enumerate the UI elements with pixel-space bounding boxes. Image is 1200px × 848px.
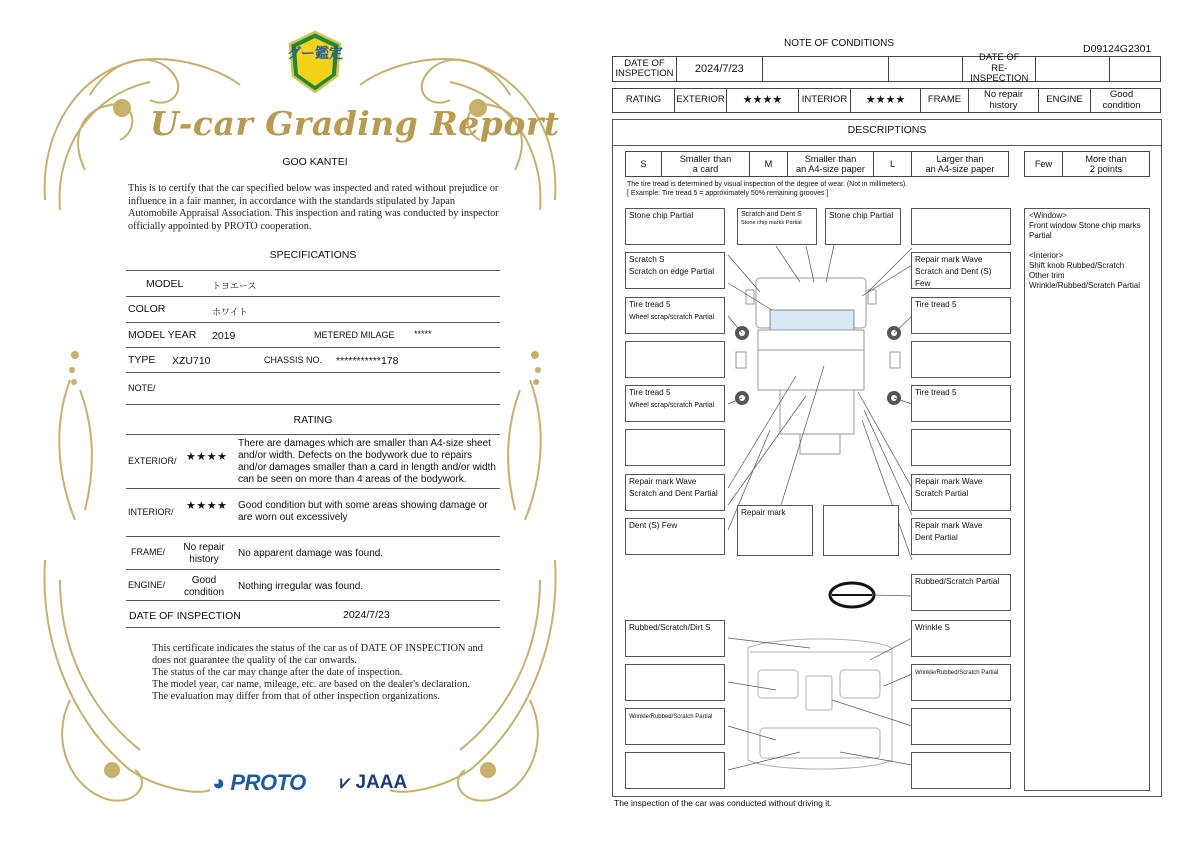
label-line-2: RE-INSPECTION [970, 62, 1029, 85]
condition-text: Stone chip marks Partial [741, 220, 802, 226]
condition-box [911, 252, 1011, 289]
condition-box [911, 341, 1011, 378]
condition-text: Stone chip Partial [629, 211, 694, 220]
interior-stars: ★★★★ [851, 89, 921, 112]
condition-text: Dent Partial [915, 533, 958, 542]
conditions-title: NOTE OF CONDITIONS [784, 38, 894, 49]
divider [126, 569, 500, 570]
frame-label: FRAME/ [131, 547, 166, 557]
condition-box [625, 518, 725, 555]
exterior-label: EXTERIOR [675, 89, 727, 112]
condition-text: Scratch and Dent (S) Few [915, 267, 992, 288]
legend-line: Smaller than [804, 153, 857, 164]
tire-note-line: The tire tread is determined by visual inspection of the degree of wear. (Not in millimeters). [627, 181, 908, 188]
mileage-value: ***** [414, 329, 432, 339]
window-text: Front window Stone chip marks Partial [1029, 221, 1141, 240]
legend-line: Smaller than [679, 153, 732, 164]
mirror-left [746, 290, 754, 304]
proto-mark-icon: ◕ [212, 770, 225, 795]
date-of-inspection-value: 2024/7/23 [343, 609, 390, 621]
condition-text: Rubbed/Scratch/Dirt S [629, 623, 711, 632]
condition-box [825, 208, 901, 245]
engine-description: Nothing irregular was found. [238, 581, 364, 592]
divider [126, 434, 500, 435]
interior-label: INTERIOR [799, 89, 851, 112]
condition-box [911, 708, 1011, 745]
condition-text: Repair mark [741, 508, 786, 517]
legend-m: M [750, 152, 788, 176]
frame-value [176, 542, 232, 565]
type-value: XZU710 [172, 355, 211, 367]
specifications-heading: SPECIFICATIONS [269, 249, 357, 261]
condition-box [911, 574, 1011, 611]
exterior-stars: ★★★★ [186, 451, 228, 463]
model-year-value: 2019 [212, 330, 236, 342]
frame-value-line-2: history [989, 99, 1018, 111]
descriptions-heading: DESCRIPTIONS [847, 124, 927, 136]
divider [126, 347, 500, 348]
engine-label: ENGINE [1039, 89, 1091, 112]
divider [126, 372, 500, 373]
interior-stars: ★★★★ [186, 500, 228, 512]
model-year-label: MODEL YEAR [128, 329, 197, 341]
condition-box [625, 708, 725, 745]
interior-label: INTERIOR/ [128, 507, 174, 517]
interior-heading: <Interior> [1029, 251, 1064, 260]
rating-label: RATING [613, 89, 675, 112]
condition-text: Scratch Partial [915, 489, 969, 498]
condition-text: Scratch on edge Partial [629, 267, 715, 276]
condition-box [625, 620, 725, 657]
condition-text: Wrinkle/Rubbed/Scratch Partial [915, 670, 999, 676]
condition-text: Scratch and Dent Partial [629, 489, 718, 498]
frame-description: No apparent damage was found. [238, 548, 384, 559]
jaaa-logo [340, 772, 407, 794]
cab-front [758, 330, 864, 350]
rear-bumper [800, 434, 840, 454]
condition-box [625, 385, 725, 422]
org-name: GOO KANTEI [282, 156, 348, 168]
footnote-line: This certificate indicates the status of the car as of DATE OF INSPECTION and does not guarantee the quality of the car onwards. [152, 643, 483, 666]
engine-value-line-2: condition [183, 586, 225, 598]
condition-text: Dent (S) Few [629, 521, 678, 530]
condition-box [625, 752, 725, 789]
frame-value-line-1: No repair [183, 542, 225, 553]
legend-s: S [626, 152, 662, 176]
mileage-label: METERED MILAGE [314, 330, 395, 340]
divider [126, 404, 500, 405]
interior-description: Good condition but with some areas showing damage or are worn out excessively [238, 500, 488, 523]
type-label: TYPE [128, 354, 156, 366]
divider [126, 322, 500, 323]
step-right [890, 352, 900, 368]
condition-text: Scratch and Dent S [741, 211, 802, 218]
legend-l: L [874, 152, 912, 176]
report-title: U-car Grading Report [150, 104, 560, 143]
condition-box [625, 664, 725, 701]
condition-text: Repair mark Wave [629, 477, 697, 486]
condition-box [737, 505, 813, 556]
condition-box [911, 208, 1011, 245]
frame-label: FRAME [921, 89, 969, 112]
legend-line: Larger than [936, 153, 984, 164]
condition-text: Tire tread 5 [915, 300, 957, 309]
legend-line: More than [1085, 153, 1127, 164]
condition-box [737, 208, 817, 245]
condition-box [625, 252, 725, 289]
certificate-footnote [152, 643, 492, 703]
condition-box [911, 474, 1011, 511]
exterior-stars: ★★★★ [727, 89, 799, 112]
model-label: MODEL [146, 278, 184, 290]
body-front [758, 350, 864, 390]
certification-statement: This is to certify that the car specified below was inspected and rated without prejudice or influence in a fair manner, in accordance with the standards stipulated by Japan Automobile Appraisal Association. This inspection and rating was conducted by inspector officially appointed by PROTO cooperation. [128, 183, 499, 232]
proto-logo [212, 770, 306, 796]
condition-box [911, 620, 1011, 657]
condition-text: Repair mark Wave [915, 521, 983, 530]
note-of-conditions [600, 0, 1200, 848]
condition-box [911, 664, 1011, 701]
condition-text: Repair mark Wave [915, 477, 983, 486]
engine-label: ENGINE/ [128, 580, 166, 590]
exterior-label: EXTERIOR/ [128, 456, 177, 466]
color-value: ホワイト [212, 307, 248, 317]
label-line-1: DATE OF [624, 57, 665, 69]
condition-text: Wrinkle S [915, 623, 950, 632]
condition-text: Wrinkle/Rubbed/Scratch Partial [629, 714, 713, 720]
chassis-value: ***********178 [336, 355, 399, 367]
legend-few: Few [1025, 152, 1063, 176]
step-left [736, 352, 746, 368]
engine-value-line-1: Good [1109, 89, 1134, 100]
frame-value-line-2: history [189, 553, 219, 565]
interior-diagram [748, 639, 892, 769]
inspection-note: The inspection of the car was conducted without driving it. [614, 798, 832, 808]
interior-text: Shift knob Rubbed/Scratch [1029, 261, 1125, 270]
color-label: COLOR [128, 303, 166, 315]
divider [126, 296, 500, 297]
condition-box [911, 429, 1011, 466]
steering-wheel-icon [830, 583, 874, 607]
condition-text: Repair mark Wave [915, 255, 983, 264]
condition-text: Tire tread 5 [629, 388, 671, 397]
goo-kantei-logo [287, 30, 343, 94]
divider [126, 488, 500, 489]
date-of-inspection-value: 2024/7/23 [677, 57, 763, 81]
footnote-line: The evaluation may differ from that of other inspection organizations. [152, 690, 440, 702]
divider [126, 627, 500, 628]
label-line-1: DATE OF [979, 52, 1020, 64]
condition-box [625, 429, 725, 466]
condition-box [911, 518, 1011, 555]
condition-text: Wheel scrap/scratch Partial [629, 314, 715, 321]
condition-box [911, 297, 1011, 334]
condition-box [911, 385, 1011, 422]
engine-value-line-2: condition [1102, 99, 1141, 111]
report-code: D09124G2301 [1083, 43, 1152, 55]
interior-text: Wrinkle/Rubbed/Scratch Partial [1029, 281, 1141, 290]
legend-line: an A4-size paper [925, 164, 995, 174]
condition-box [625, 341, 725, 378]
condition-text: Scratch S [629, 255, 665, 264]
engine-value-line-1: Good [191, 575, 217, 586]
jaaa-mark-icon: ⩗ [340, 772, 351, 792]
condition-text: Stone chip Partial [829, 211, 894, 220]
label-line-2: INSPECTION [615, 68, 674, 79]
legend-line: an A4-size paper [796, 164, 865, 174]
footnote-line: The status of the car may change after the date of inspection. [152, 666, 403, 678]
interior-text: Other trim [1029, 271, 1065, 280]
bed [780, 390, 854, 434]
window-interior-notes [1024, 208, 1150, 791]
date-of-inspection-label: DATE OF INSPECTION [129, 610, 241, 622]
footnote-line: The model year, car name, mileage, etc. are based on the dealer's declaration. [152, 678, 470, 690]
frame-value-line-1: No repair [983, 89, 1024, 100]
condition-box [823, 505, 899, 556]
condition-box [625, 208, 725, 245]
logo-text: グー鑑定 [287, 45, 343, 61]
condition-text: Tire tread 5 [629, 300, 671, 309]
engine-value [176, 575, 232, 598]
windshield [770, 310, 854, 330]
divider [126, 600, 500, 601]
tire-note-line: [ Example: Tire tread 5 = approximately 50% remaining grooves ] [627, 190, 829, 197]
model-value: トヨエース [212, 281, 257, 291]
note-label: NOTE/ [128, 383, 156, 393]
condition-text: Tire tread 5 [915, 388, 957, 397]
condition-box [625, 297, 725, 334]
exterior-description: There are damages which are smaller than A4-size sheet and/or width. Defects on the bodywork due to repairs and/or damages smaller than a card in length and/or width can be seen on more than 4 areas of the bodywork. [238, 438, 496, 485]
divider [126, 536, 500, 537]
chassis-label: CHASSIS NO. [264, 355, 323, 365]
jaaa-logo-text: JAAA [355, 772, 408, 793]
legend-line: a card [692, 164, 719, 174]
condition-text: Wheel scrap/scratch Partial [629, 402, 715, 409]
rating-heading: RATING [293, 414, 333, 426]
proto-logo-text: PROTO [230, 770, 306, 795]
condition-box [911, 752, 1011, 789]
mirror-right [868, 290, 876, 304]
condition-box [625, 474, 725, 511]
condition-text: Rubbed/Scratch Partial [915, 577, 1000, 586]
window-heading: <Window> [1029, 211, 1067, 220]
divider [126, 270, 500, 271]
legend-line: 2 points [1089, 164, 1123, 174]
